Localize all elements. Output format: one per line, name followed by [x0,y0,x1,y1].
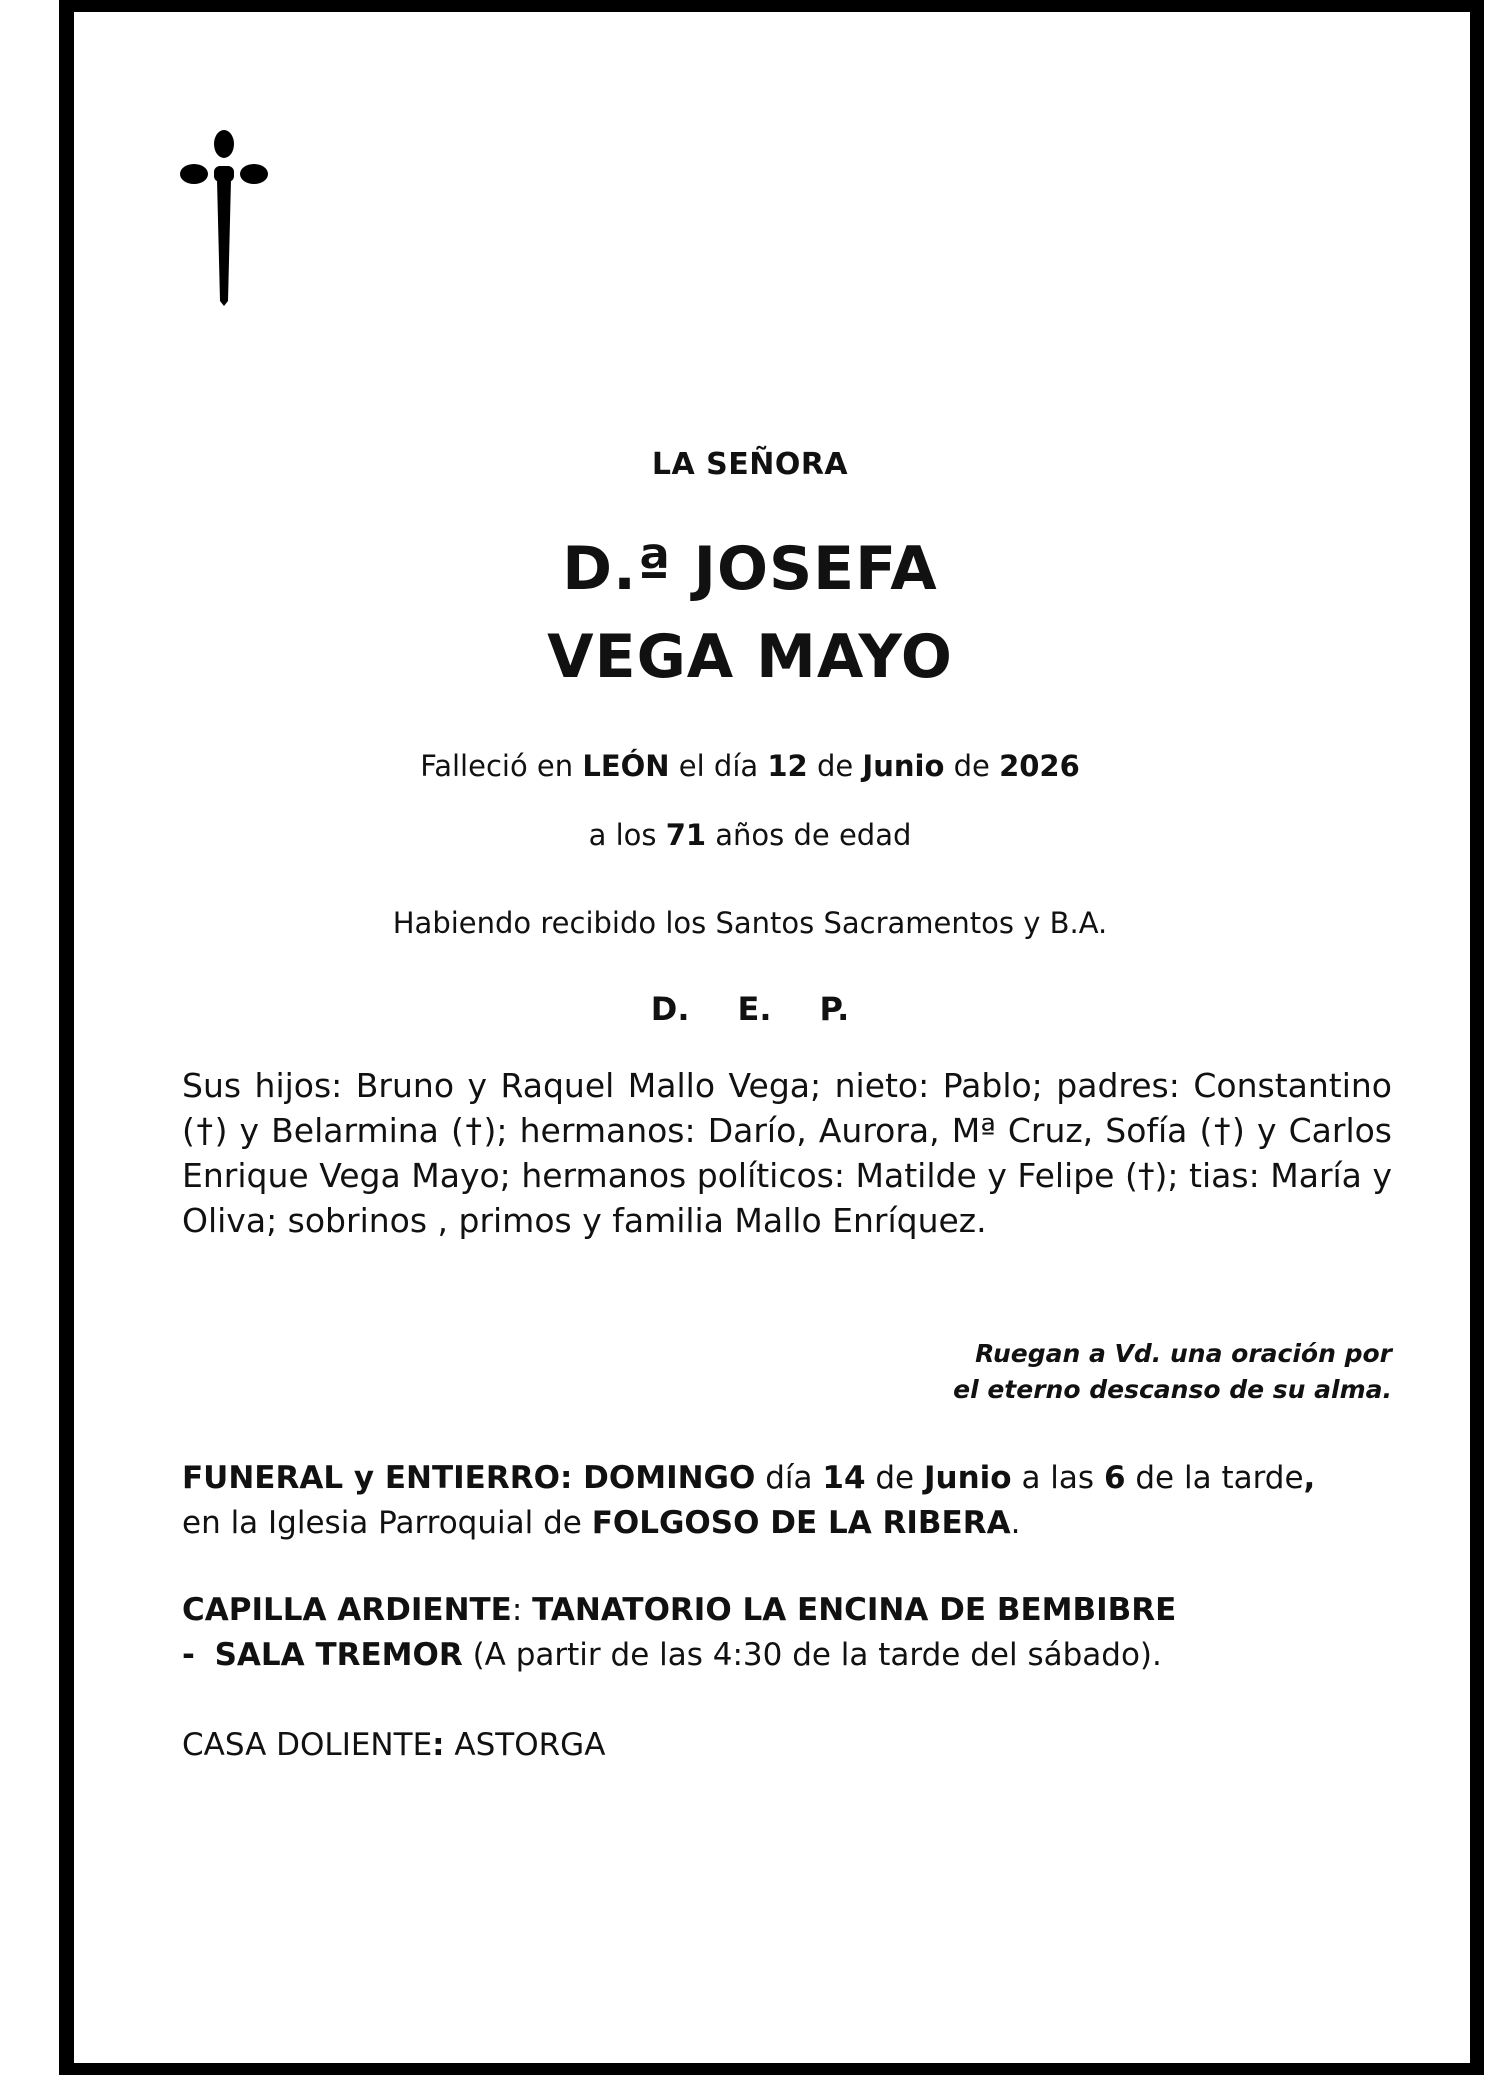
deceased-name-last: VEGA MAYO [547,622,953,692]
sacraments-line: Habiendo recibido los Santos Sacramentos y B.A. [392,906,1108,940]
death-line: Falleció en LEÓN el día 12 de Junio de 2026 [420,749,1080,783]
casa-doliente-details: CASA DOLIENTE: ASTORGA [182,1727,606,1763]
cross-icon [176,126,272,306]
title-la-senora: LA SEÑORA [651,447,849,482]
age-line: a los 71 años de edad [588,818,912,852]
prayer-request: Ruegan a Vd. una oración por el eterno descanso de su alma. [953,1339,1392,1404]
dep-initials: D. E. P. [650,990,850,1028]
family-paragraph: Sus hijos: Bruno y Raquel Mallo Vega; nieto: Pablo; padres: Constantino (†) y Belarmina (†); hermanos: Darío, Aurora, Mª Cruz, Sofía (†) y Carlos Enrique Vega Mayo; hermanos políticos: Matilde y Felipe (†); tias: María y Oliva; sobrinos , primos y familia Mallo Enríquez. [182,1066,1392,1240]
deceased-name-first: D.ª JOSEFA [562,534,938,604]
capilla-ardiente-details: CAPILLA ARDIENTE: TANATORIO LA ENCINA DE BEMBIBRE - SALA TREMOR (A partir de las 4:30 de la tarde del sábado). [182,1592,1177,1673]
funeral-details: FUNERAL y ENTIERRO: DOMINGO día 14 de Junio a las 6 de la tarde, en la Iglesia Parroquial de FOLGOSO DE LA RIBERA. [182,1460,1316,1541]
